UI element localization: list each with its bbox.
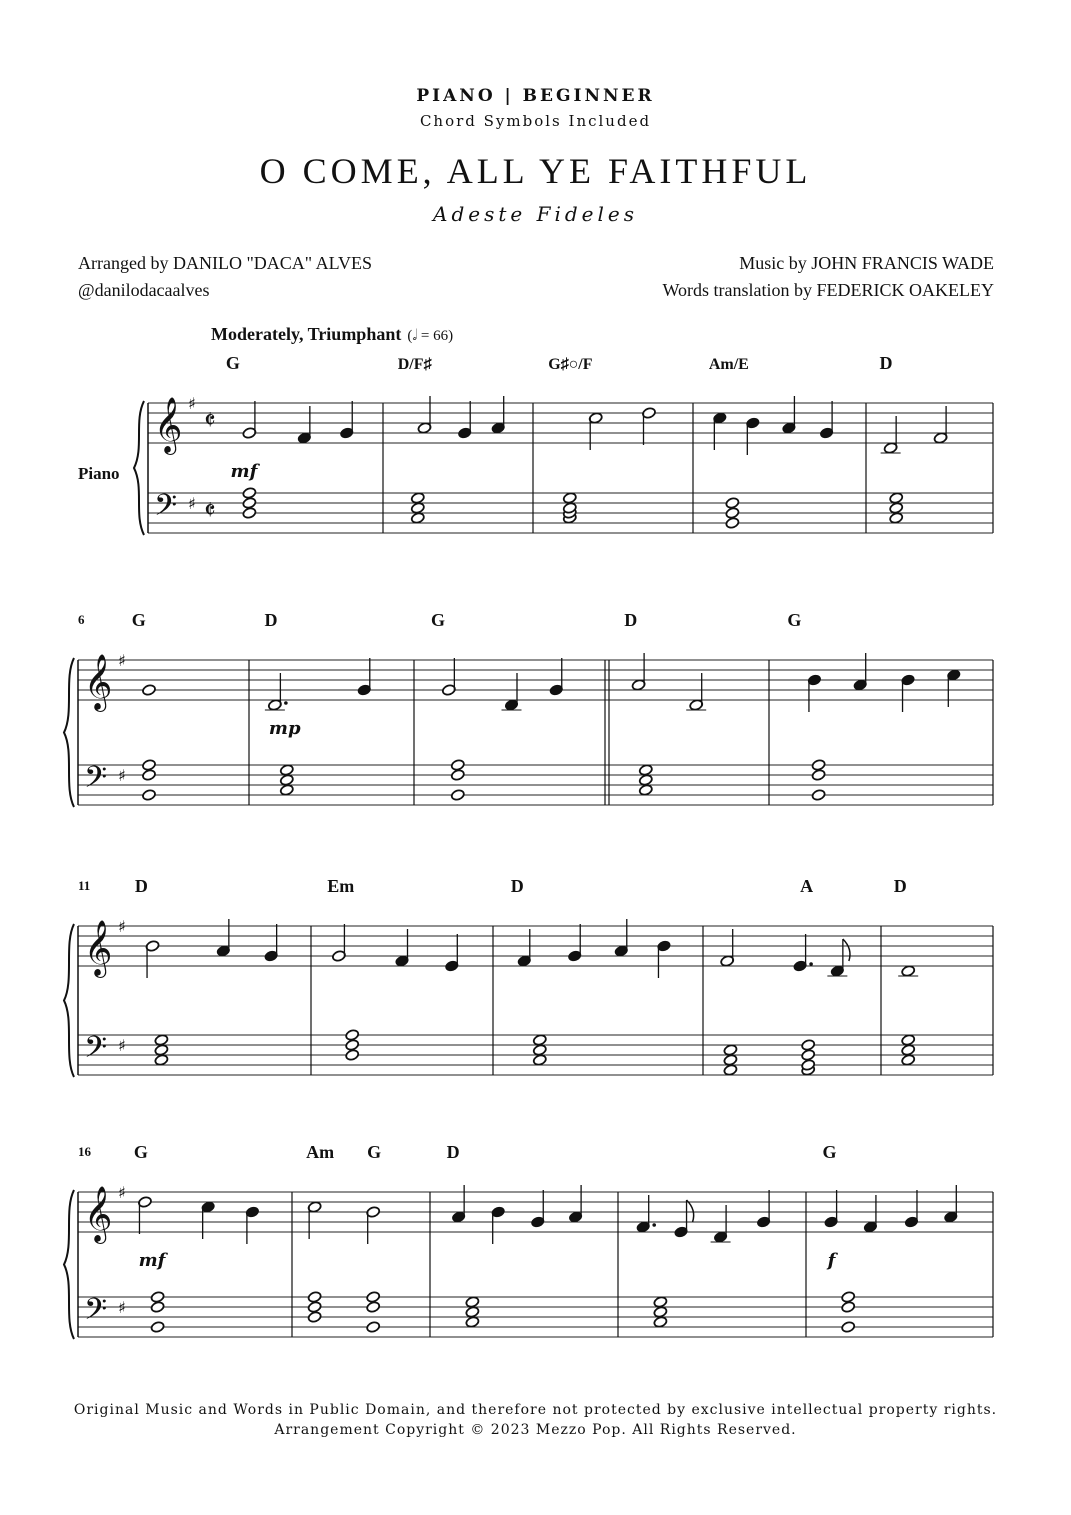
bass-chord-note	[366, 1291, 381, 1304]
bass-chord-note	[450, 789, 465, 802]
bass-chord-note	[801, 1049, 816, 1062]
bass-chord-note	[901, 1054, 916, 1067]
bass-chord-note	[653, 1296, 668, 1309]
key-signature-sharp: ♯	[118, 1183, 126, 1202]
bass-chord-note	[307, 1301, 322, 1314]
bass-chord-note	[532, 1054, 547, 1067]
footer-line-1: Original Music and Words in Public Domain, and therefore not protected by exclusive intellectual property rights.	[73, 1402, 998, 1418]
bass-chord-note	[841, 1301, 856, 1314]
bass-chord-note	[345, 1039, 360, 1052]
bass-chord-note	[889, 512, 904, 525]
treble-clef: 𝄞	[84, 1186, 113, 1242]
bass-chord-note	[889, 502, 904, 515]
bass-chord-note	[279, 774, 294, 787]
bass-chord-note	[465, 1316, 480, 1329]
measure-number: 6	[78, 612, 85, 627]
treble-clef: 𝄞	[84, 654, 113, 710]
bass-chord-note	[242, 507, 257, 520]
augmentation-dot	[809, 962, 813, 966]
bass-chord-note	[142, 789, 157, 802]
bass-chord-note	[410, 492, 425, 505]
bass-clef: 𝄢	[154, 489, 178, 530]
bass-chord-note	[638, 774, 653, 787]
bass-chord-note	[532, 1044, 547, 1057]
key-signature-sharp: ♯	[118, 1298, 126, 1317]
bass-chord-note	[154, 1034, 169, 1047]
chord-symbol: G	[225, 353, 240, 373]
instrument-label: Piano	[78, 464, 120, 483]
dynamic-marking: mp	[268, 718, 301, 739]
bass-chord-note	[142, 769, 157, 782]
system-brace	[64, 924, 74, 1077]
bass-chord-note	[279, 784, 294, 797]
chord-symbol: G	[430, 610, 445, 630]
chord-symbol: D	[134, 876, 148, 896]
key-signature-sharp: ♯	[118, 917, 126, 936]
translator-credit: Words translation by FEDERICK OAKELEY	[662, 280, 994, 300]
bass-chord-note	[450, 769, 465, 782]
chord-symbol: Am	[306, 1142, 335, 1162]
bass-chord-note	[901, 1044, 916, 1057]
measure-number: 16	[78, 1144, 91, 1159]
bass-chord-note	[142, 759, 157, 772]
bass-chord-note	[725, 517, 740, 530]
bass-chord-note	[562, 492, 577, 505]
chord-symbol: G	[787, 610, 802, 630]
key-signature-sharp: ♯	[118, 1036, 126, 1055]
bass-chord-note	[450, 759, 465, 772]
bass-chord-note	[242, 487, 257, 500]
augmentation-dot	[284, 701, 288, 705]
bass-chord-note	[653, 1306, 668, 1319]
bass-chord-note	[345, 1029, 360, 1042]
chord-symbol: D	[264, 610, 278, 630]
time-signature: 𝄵	[204, 496, 216, 526]
bass-chord-note	[279, 764, 294, 777]
chord-symbol: G	[367, 1142, 382, 1162]
bass-chord-note	[723, 1054, 738, 1067]
bass-chord-note	[366, 1301, 381, 1314]
metronome-mark: (𝅗𝅥 = 66)	[407, 328, 454, 344]
bass-chord-note	[725, 507, 740, 520]
bass-chord-note	[410, 502, 425, 515]
page-subtitle: Adeste Fideles	[433, 202, 638, 226]
note-flag	[687, 1200, 694, 1222]
copyright-footer	[0, 1400, 1071, 1440]
bass-clef: 𝄢	[84, 1293, 108, 1334]
chord-symbol: D	[879, 353, 893, 373]
bass-chord-note	[345, 1049, 360, 1062]
bass-chord-note	[723, 1064, 738, 1077]
tempo-text: Moderately, Triumphant	[211, 324, 402, 344]
bass-chord-note	[841, 1291, 856, 1304]
composer-credit: Music by JOHN FRANCIS WADE	[739, 253, 994, 273]
bass-chord-note	[532, 1034, 547, 1047]
chord-symbol: D	[510, 876, 524, 896]
bass-clef: 𝄢	[84, 761, 108, 802]
treble-clef: 𝄞	[84, 920, 113, 976]
key-signature-sharp: ♯	[118, 766, 126, 785]
category-label: PIANO | BEGINNER	[416, 86, 655, 106]
chord-symbol: G	[822, 1142, 837, 1162]
measure-number: 11	[78, 878, 91, 893]
chord-symbol: D	[624, 610, 638, 630]
chord-symbol: D/F♯	[397, 356, 432, 373]
chord-symbol: G♯○/F	[548, 356, 593, 373]
bass-chord-note	[242, 497, 257, 510]
bass-clef: 𝄢	[84, 1031, 108, 1072]
note-flag	[843, 939, 850, 961]
key-signature-sharp: ♯	[188, 394, 196, 413]
bass-chord-note	[725, 497, 740, 510]
arranger-credit: Arranged by DANILO "DACA" ALVES	[78, 253, 373, 273]
bass-chord-note	[154, 1054, 169, 1067]
bass-chord-note	[653, 1316, 668, 1329]
chord-symbol: G	[131, 610, 146, 630]
treble-clef: 𝄞	[154, 397, 183, 453]
dynamic-marking: mf	[138, 1250, 166, 1271]
bass-chord-note	[307, 1311, 322, 1324]
bass-chord-note	[841, 1321, 856, 1334]
chord-symbol: D	[446, 1142, 460, 1162]
bass-chord-note	[150, 1321, 165, 1334]
chord-symbol: Am/E	[708, 356, 749, 373]
system-brace	[64, 658, 74, 807]
bass-chord-note	[801, 1039, 816, 1052]
system-brace	[134, 401, 144, 535]
arranger-handle: @danilodacaalves	[78, 280, 210, 300]
bass-chord-note	[901, 1034, 916, 1047]
augmentation-dot	[652, 1223, 656, 1227]
footer-line-2: Arrangement Copyright © 2023 Mezzo Pop. All Rights Reserved.	[274, 1422, 797, 1438]
bass-chord-note	[889, 492, 904, 505]
key-signature-sharp: ♯	[118, 651, 126, 670]
page-title: O COME, ALL YE FAITHFUL	[259, 151, 812, 191]
bass-chord-note	[410, 512, 425, 525]
bass-chord-note	[638, 764, 653, 777]
bass-chord-note	[150, 1301, 165, 1314]
chord-symbol: Em	[327, 876, 355, 896]
bass-chord-note	[150, 1291, 165, 1304]
subcategory-label: Chord Symbols Included	[419, 112, 652, 130]
bass-chord-note	[465, 1306, 480, 1319]
dynamic-marking: f	[827, 1250, 836, 1271]
melody-note	[901, 965, 916, 978]
bass-chord-note	[811, 759, 826, 772]
dynamic-marking: mf	[230, 461, 258, 482]
system-brace	[64, 1190, 74, 1339]
key-signature-sharp: ♯	[188, 494, 196, 513]
bass-chord-note	[465, 1296, 480, 1309]
bass-chord-note	[723, 1044, 738, 1057]
time-signature: 𝄵	[204, 406, 216, 436]
bass-chord-note	[638, 784, 653, 797]
bass-chord-note	[811, 789, 826, 802]
bass-chord-note	[307, 1291, 322, 1304]
chord-symbol: G	[133, 1142, 148, 1162]
bass-chord-note	[811, 769, 826, 782]
bass-chord-note	[154, 1044, 169, 1057]
chord-symbol: D	[893, 876, 907, 896]
chord-symbol: A	[800, 876, 814, 896]
bass-chord-note	[366, 1321, 381, 1334]
melody-note	[142, 684, 157, 697]
